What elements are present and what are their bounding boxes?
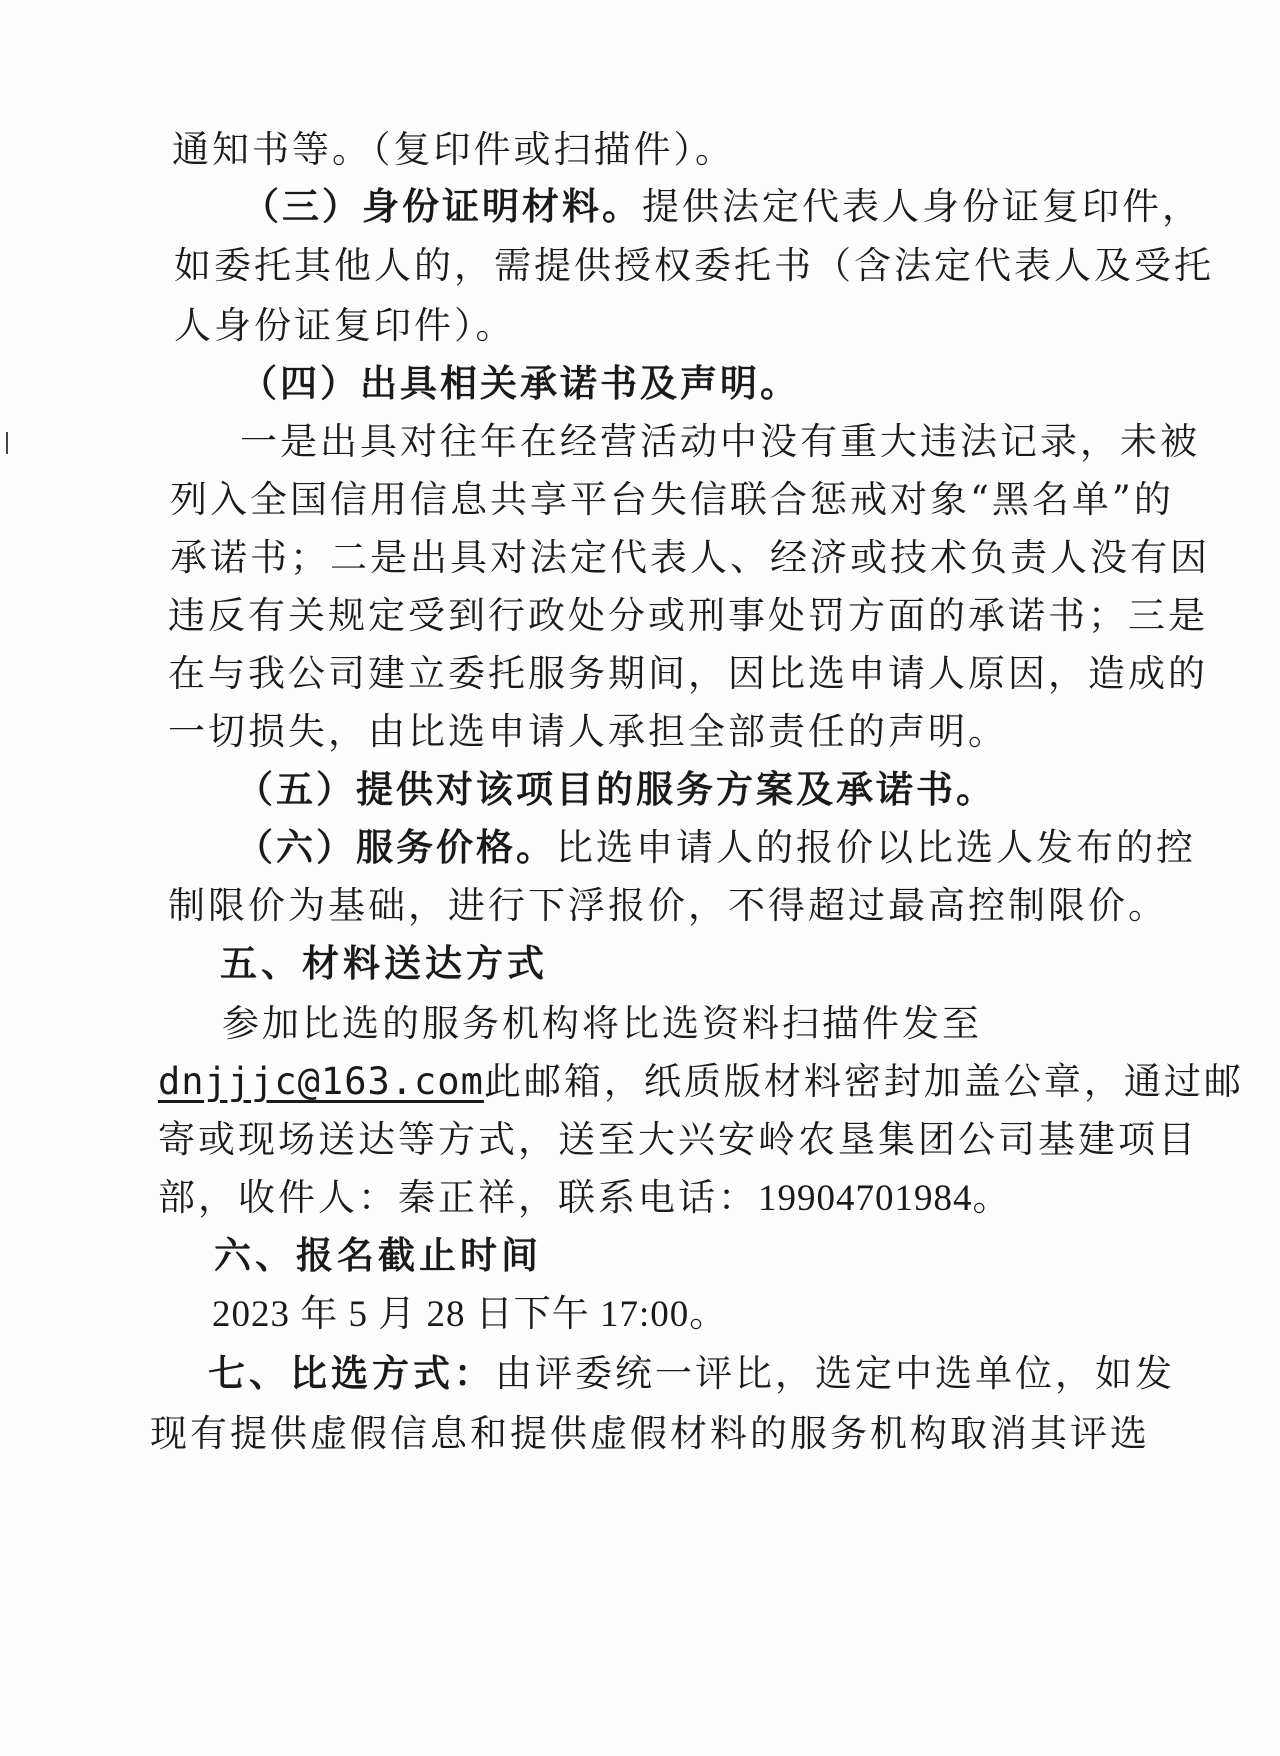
- heading-6-line-1: [212, 1292, 727, 1337]
- section-4-line-3: [170, 536, 1210, 580]
- email-link[interactable]: dnjjjc@163.com: [158, 1060, 484, 1103]
- text-span: 一是出具对往年在经营活动中没有重大违法记录，未被: [240, 420, 1200, 463]
- text-span: 。: [972, 1176, 1013, 1219]
- deadline-text: 2023 年 5 月 28 日下午 17:00。: [212, 1294, 728, 1335]
- text-span: 如委托其他人的，需提供授权委托书（含法定代表人及受托: [174, 244, 1214, 287]
- heading-5-line-1: [222, 1002, 982, 1046]
- text-span: 参加比选的服务机构将比选资料扫描件发至: [222, 1002, 982, 1045]
- heading-6-title: 六、报名截止时间: [214, 1234, 542, 1277]
- scan-margin-mark: [6, 432, 8, 454]
- heading-7-title: 七、比选方式：: [208, 1352, 495, 1395]
- heading-5-line-3: [158, 1118, 1198, 1162]
- section-4-line-4: [168, 594, 1208, 638]
- section-5-heading: （五）提供对该项目的服务方案及承诺书。: [236, 768, 996, 811]
- section-4-line-6: [168, 710, 1008, 754]
- text-span: 承诺书；二是出具对法定代表人、经济或技术负责人没有因: [170, 536, 1210, 579]
- section-4-line-2: [170, 478, 1174, 522]
- section-6-line-2: [168, 884, 1168, 928]
- text-span: 比选申请人的报价以比选人发布的控: [556, 826, 1196, 869]
- heading-6-line: [214, 1234, 542, 1278]
- section-4-heading: （四）出具相关承诺书及声明。: [240, 362, 800, 405]
- heading-5-line-4: [158, 1176, 1013, 1221]
- text-span: 寄或现场送达等方式，送至大兴安岭农垦集团公司基建项目: [158, 1118, 1198, 1161]
- section-6-heading: （六）服务价格。: [236, 826, 556, 869]
- section-3-line-3: [174, 304, 516, 348]
- heading-7-line-1: [208, 1352, 1175, 1396]
- heading-5-line: [220, 942, 548, 986]
- text-span: 制限价为基础，进行下浮报价，不得超过最高控制限价。: [168, 884, 1168, 927]
- section-3-line-1: [242, 185, 1202, 229]
- heading-5-title: 五、材料送达方式: [220, 942, 548, 985]
- heading-7-line-2: [150, 1412, 1150, 1456]
- section-5-heading-line: [236, 768, 996, 812]
- section-3-line-2: [174, 244, 1214, 288]
- section-3-heading: （三）身份证明材料。: [242, 185, 642, 228]
- text-span: 提供法定代表人身份证复印件，: [642, 185, 1202, 228]
- paragraph-line: [172, 128, 735, 172]
- phone-number: 19904701984: [758, 1178, 973, 1219]
- section-4-line-5: [168, 652, 1208, 696]
- text-span: 现有提供虚假信息和提供虚假材料的服务机构取消其评选: [150, 1412, 1150, 1455]
- text-span: 违反有关规定受到行政处分或刑事处罚方面的承诺书；三是: [168, 594, 1208, 637]
- section-4-heading-line: [240, 362, 800, 406]
- text-span: 在与我公司建立委托服务期间，因比选申请人原因，造成的: [168, 652, 1208, 695]
- heading-5-line-2: [158, 1060, 1244, 1104]
- section-6-line-1: [236, 826, 1196, 870]
- text-span: 通知书等。（复印件或扫描件）。: [172, 128, 735, 171]
- text-span: 人身份证复印件）。: [174, 304, 516, 347]
- text-span: 一切损失，由比选申请人承担全部责任的声明。: [168, 710, 1008, 753]
- text-span: 由评委统一评比，选定中选单位，如发: [495, 1352, 1175, 1395]
- section-4-line-1: [240, 420, 1200, 464]
- text-span: 此邮箱，纸质版材料密封加盖公章，通过邮: [483, 1060, 1244, 1103]
- text-span: 列入全国信用信息共享平台失信联合惩戒对象“黑名单”的: [170, 478, 1174, 521]
- text-span: 部，收件人：秦正祥，联系电话：: [158, 1176, 758, 1219]
